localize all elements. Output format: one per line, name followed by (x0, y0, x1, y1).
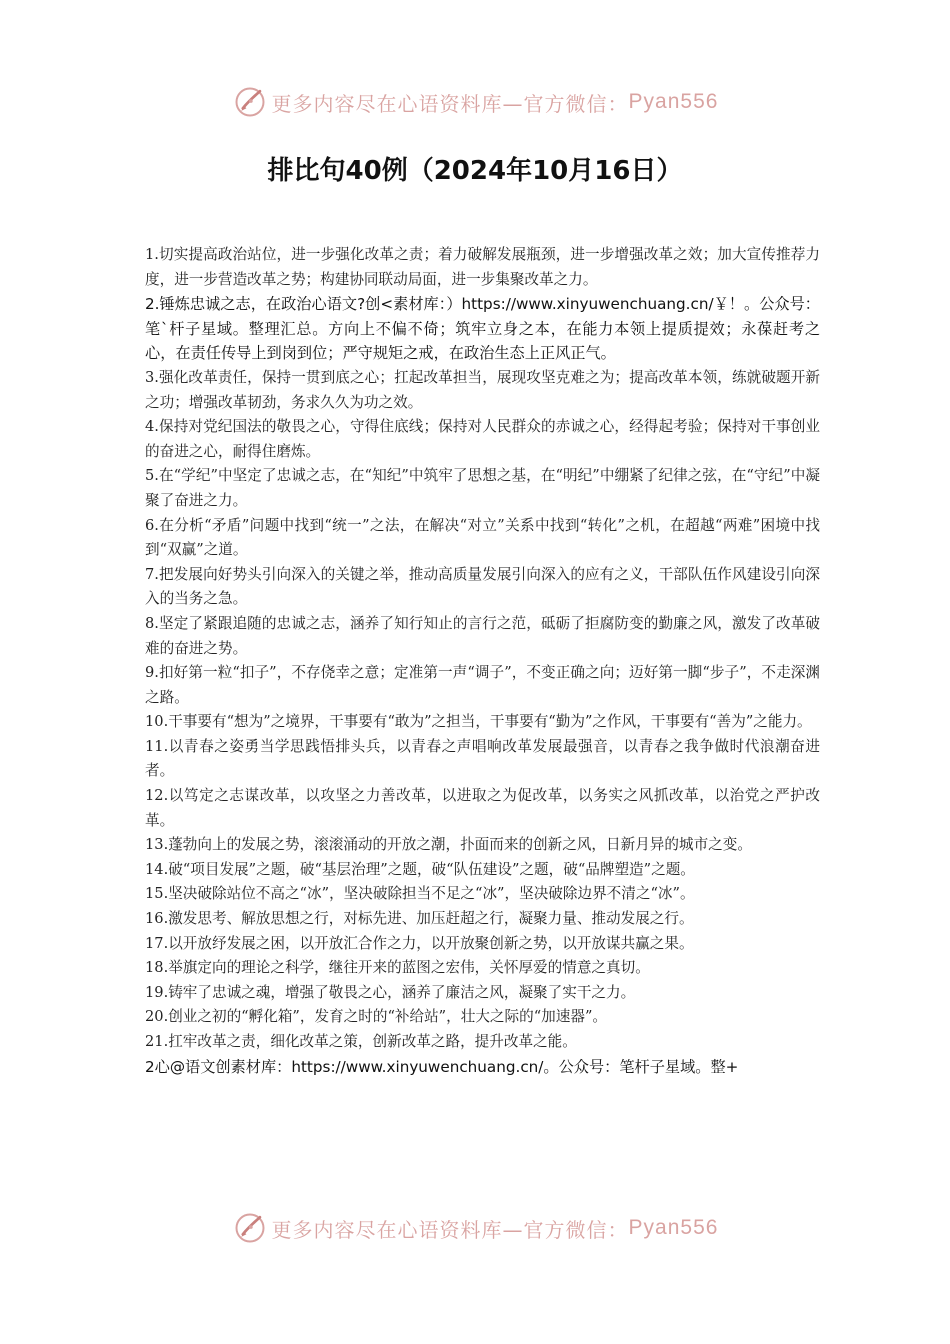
banner-text: 更多内容尽在心语资料库—官方微信： (271, 1217, 629, 1242)
pen-logo-icon (232, 84, 268, 120)
header-watermark-banner (0, 80, 950, 124)
paragraph: 12.以笃定之志谋改革，以攻坚之力善改革，以进取之为促改革，以务实之风抓改革，以治党之严护改革。 (145, 787, 820, 829)
banner-wechat-handle: Pyan556 (628, 90, 719, 113)
banner-wechat-handle: Pyan556 (628, 1216, 719, 1239)
paragraph: 14.破“项目发展”之题，破“基层治理”之题，破“队伍建设”之题，破“品牌塑造”之题。 (145, 860, 695, 878)
paragraph: 1.切实提高政治站位，进一步强化改革之责；着力破解发展瓶颈，进一步增强改革之效；加大宣传推荐力度，进一步营造改革之势；构建协同联动局面，进一步集聚改革之力。 (145, 246, 820, 288)
paragraph: 9.扣好第一粒“扣子”，不存侥幸之意；定准第一声“调子”，不变正确之向；迈好第一脚“步子”，不走深渊之路。 (145, 664, 820, 706)
paragraph: 5.在“学纪”中坚定了忠诚之志，在“知纪”中筑牢了思想之基，在“明纪”中绷紧了纪律之弦，在“守纪”中凝聚了奋进之力。 (145, 467, 820, 509)
paragraph: 3.强化改革责任，保持一贯到底之心；扛起改革担当，展现攻坚克难之为；提高改革本领，练就破题开新之功；增强改革韧劲，务求久久为功之效。 (145, 368, 820, 411)
paragraph: 15.坚决破除站位不高之“冰”，坚决破除担当不足之“冰”，坚决破除边界不清之“冰”。 (145, 885, 695, 903)
paragraph: 13.蓬勃向上的发展之势，滚滚涌动的开放之潮，扑面而来的创新之风，日新月异的城市之变。 (145, 836, 752, 854)
paragraph: 10.干事要有“想为”之境界，干事要有“敢为”之担当，干事要有“勤为”之作风，干事要有“善为”之能力。 (145, 713, 812, 731)
paragraph: 21.扛牢改革之责，细化改革之策，创新改革之路，提升改革之能。 (145, 1033, 577, 1050)
paragraph: 4.保持对党纪国法的敬畏之心，守得住底线；保持对人民群众的赤诚之心，经得起考验；保持对干事创业的奋进之心，耐得住磨炼。 (145, 418, 820, 460)
banner-text: 更多内容尽在心语资料库—官方微信： (271, 91, 629, 116)
page-title: 排比句40例（2024年10月16日） (267, 156, 683, 186)
footer-watermark-banner (0, 1206, 950, 1250)
document-body (145, 243, 820, 1079)
paragraph-watermarked: 2.锤炼忠诚之志，在政治心语文?创<素材库：）https://www.xinyuwenchuang.cn/￥！。公众号：笔`杆子星域。整理汇总。方向上不偏不倚；筑牢立身之本，在能力本领上提质提效；永葆赶考之心，在责任传导上到岗到位；严守规矩之戒，在政治生态上正风正气。 (145, 295, 820, 363)
paragraph: 7.把发展向好势头引向深入的关键之举，推动高质量发展引向深入的应有之义，干部队伍作风建设引向深入的当务之急。 (145, 565, 820, 608)
paragraph: 20.创业之初的“孵化箱”，发育之时的“补给站”，壮大之际的“加速器”。 (145, 1008, 608, 1026)
paragraph: 18.举旗定向的理论之科学，继往开来的蓝图之宏伟，关怀厚爱的情意之真切。 (145, 959, 650, 977)
paragraph: 19.铸牢了忠诚之魂，增强了敬畏之心，涵养了廉洁之风，凝聚了实干之力。 (145, 983, 636, 1001)
pen-logo-icon (232, 1210, 268, 1246)
paragraph: 8.坚定了紧跟追随的忠诚之志，涵养了知行知止的言行之范，砥砺了拒腐防变的勤廉之风，激发了改革破难的奋进之势。 (145, 614, 820, 657)
paragraph: 6.在分析“矛盾”问题中找到“统一”之法，在解决“对立”关系中找到“转化”之机，在超越“两难”困境中找到“双赢”之道。 (145, 516, 820, 559)
paragraph: 11.以青春之姿勇当学思践悟排头兵，以青春之声唱响改革发展最强音，以青春之我争做时代浪潮奋进者。 (145, 737, 820, 780)
paragraph-watermarked: 2心@语文创素材库：https://www.xinyuwenchuang.cn/。公众号：笔杆子星域。整+ (145, 1057, 739, 1076)
paragraph: 17.以开放纾发展之困，以开放汇合作之力，以开放聚创新之势，以开放谋共赢之果。 (145, 934, 694, 952)
paragraph: 16.激发思考、解放思想之行，对标先进、加压赶超之行，凝聚力量、推动发展之行。 (145, 910, 694, 928)
